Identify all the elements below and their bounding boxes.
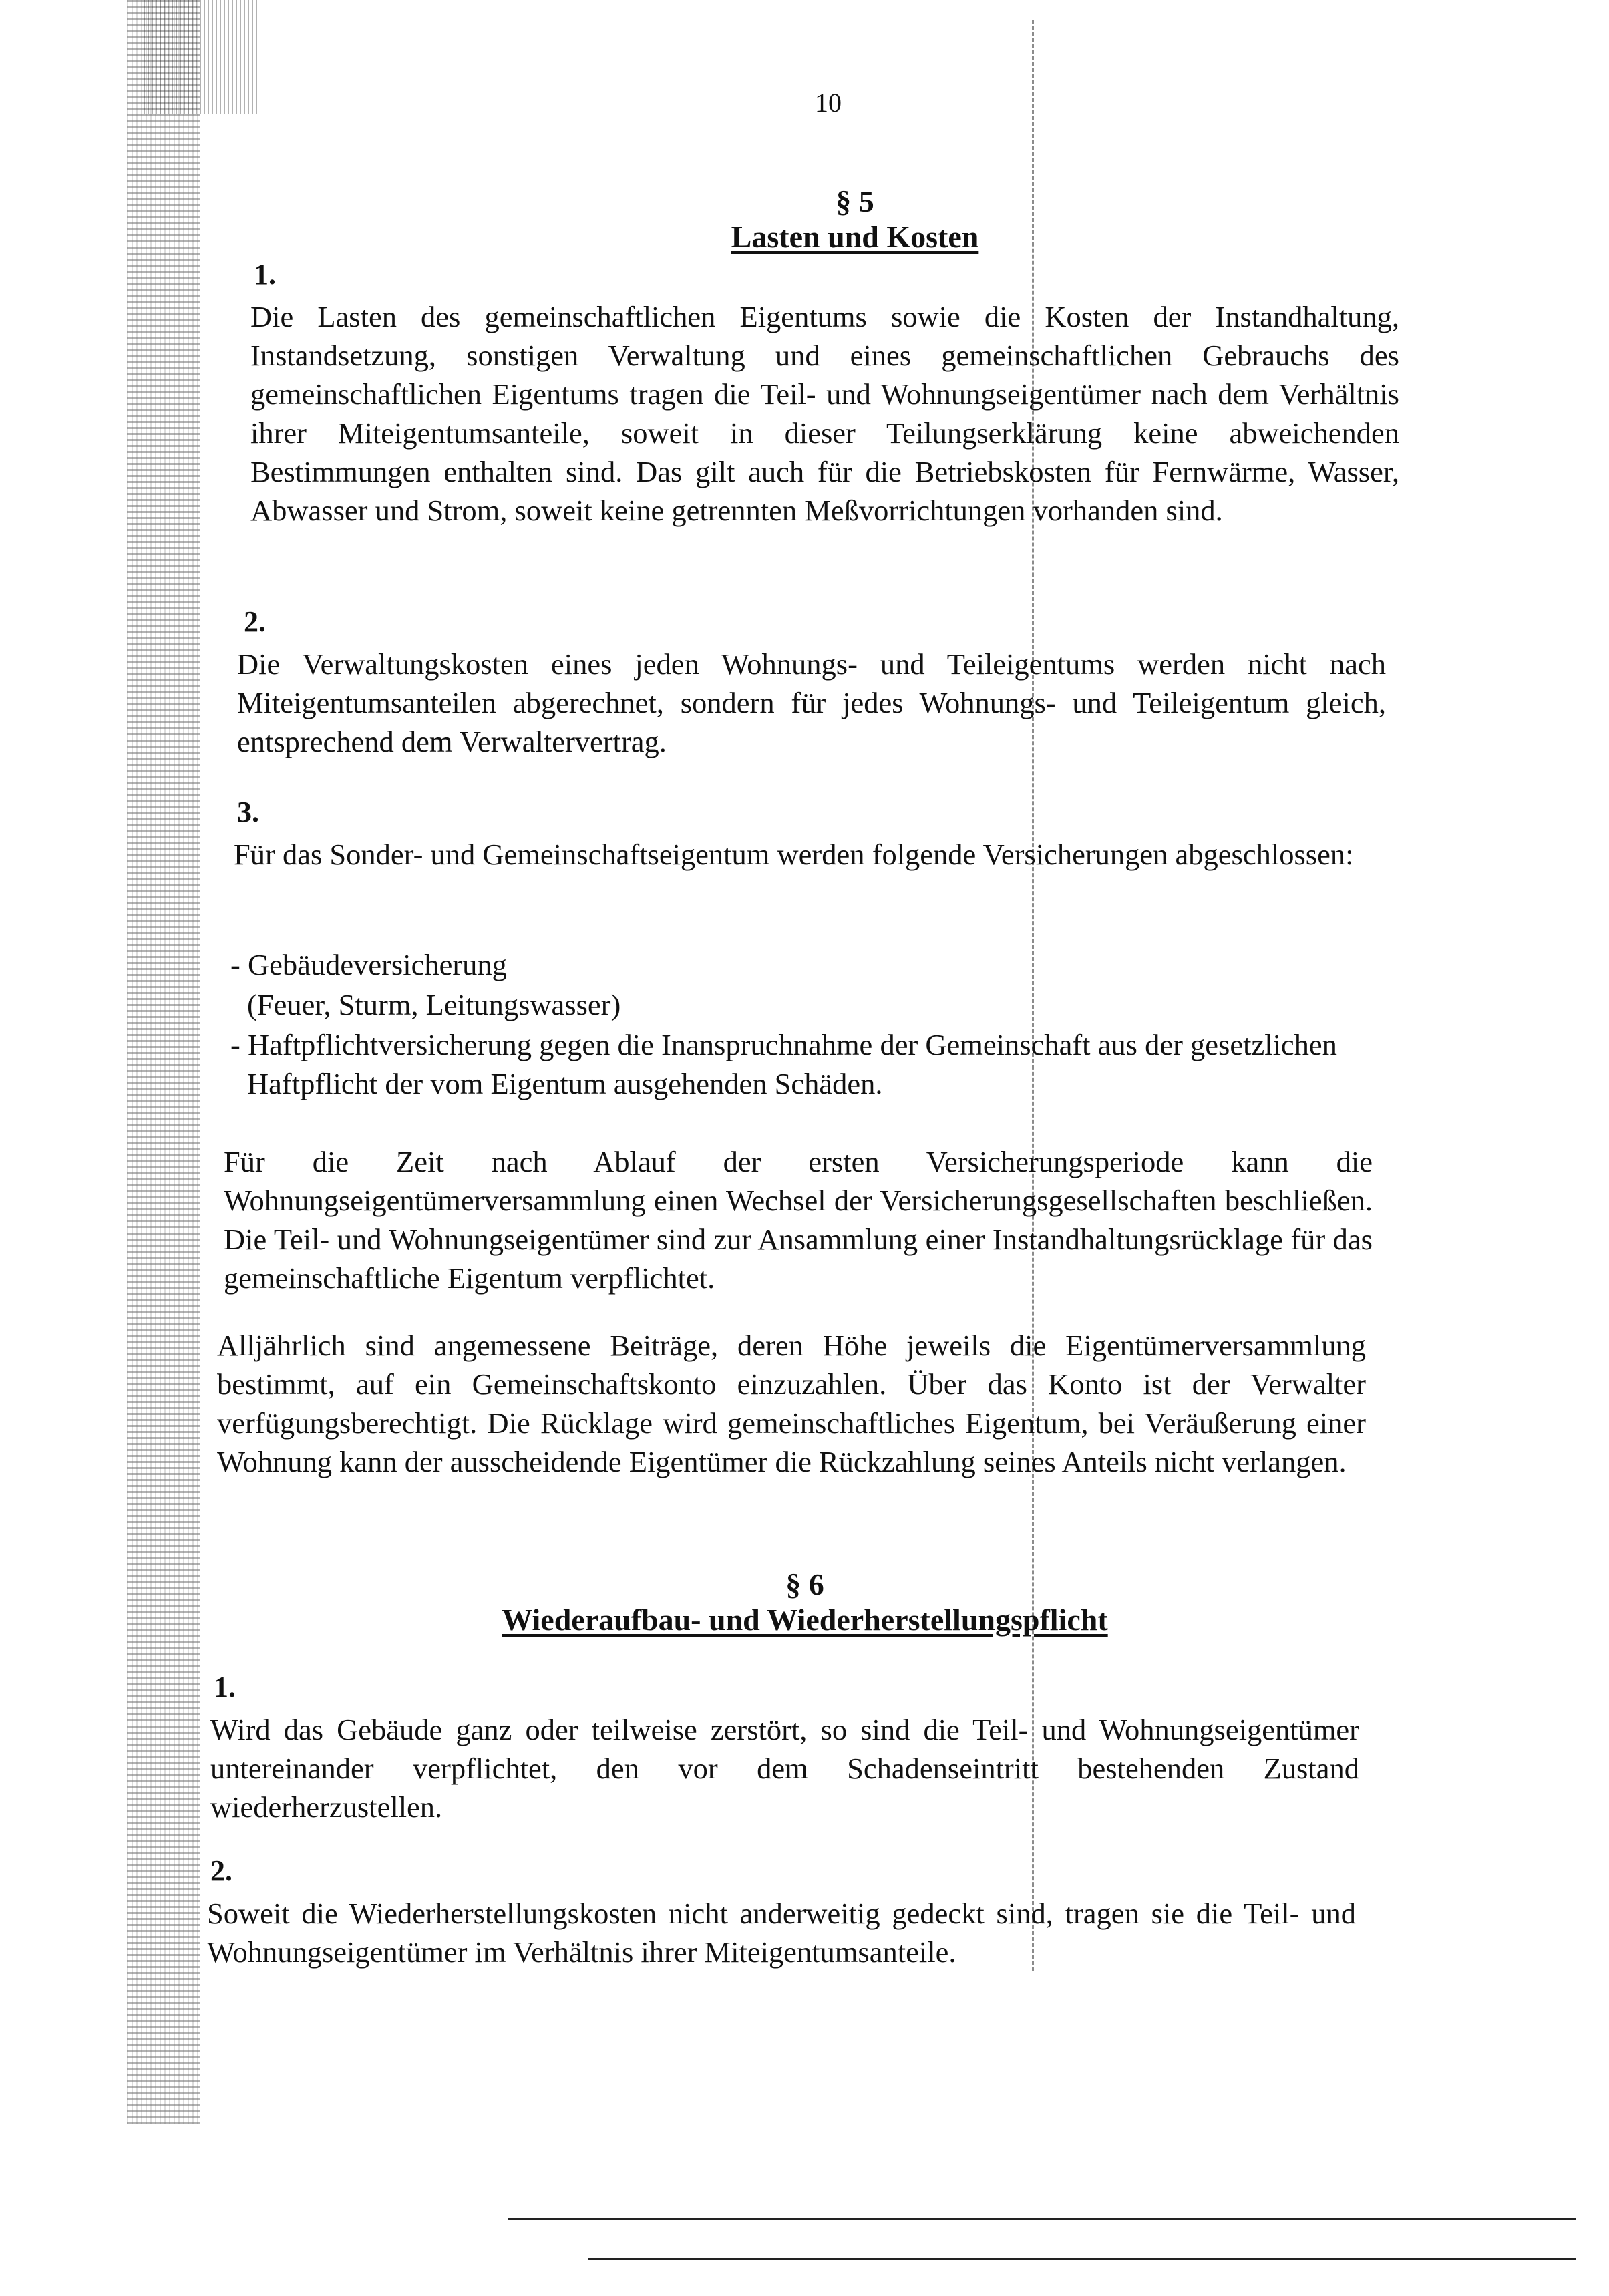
- section-5-item-1-number: 1.: [254, 258, 276, 291]
- section-6-item-1-text: Wird das Gebäude ganz oder teilweise zerstört, so sind die Teil- und Wohnungseigentümer untereinander verpflichtet, den vor dem Schadenseintritt bestehenden Zustand wiederherzustellen.: [210, 1713, 1359, 1824]
- section-5-item-3-number: 3.: [237, 796, 259, 828]
- section-5-heading: [695, 184, 1015, 255]
- section-5-item-1-text: Die Lasten des gemeinschaftlichen Eigentums sowie die Kosten der Instandhaltung, Instandsetzung, sonstigen Verwaltung und eines gemeinschaftlichen Gebrauchs des gemeinschaftlichen Eigentums tragen die Teil- und Wohnungseigentümer nach dem Verhältnis ihrer Miteigentumsanteile, soweit in dieser Teilungserklärung keine abweichenden Bestimmungen enthalten sind. Das gilt auch für die Betriebskosten für Fernwärme, Wasser, Abwasser und Strom, soweit keine getrennten Meßvorrichtungen vorhanden sind.: [250, 300, 1399, 527]
- section-5-item-2-number: 2.: [244, 605, 266, 638]
- page-number: 10: [815, 88, 842, 118]
- section-6-item-2-text: Soweit die Wiederherstellungskosten nicht anderweitig gedeckt sind, tragen sie die Teil- und Wohnungseigentümer im Verhältnis ihrer Miteigentumsanteile.: [207, 1897, 1356, 1969]
- section-6-title: Wiederaufbau- und Wiederherstellungspflicht: [502, 1603, 1108, 1637]
- section-6-symbol: § 6: [785, 1567, 824, 1601]
- section-6-item-2-number: 2.: [210, 1854, 232, 1887]
- section-5-item-3-paragraph-2: Alljährlich sind angemessene Beiträge, deren Höhe jeweils die Eigentümerversammlung bestimmt, auf ein Gemeinschaftskonto einzuzahlen. Über das Konto ist der Verwalter verfügungsberechtigt. Die Rücklage wird gemeinschaftliches Eigentum, bei Veräußerung einer Wohnung kann der ausscheidende Eigentümer die Rückzahlung seines Anteils nicht verlangen.: [217, 1329, 1366, 1478]
- scan-edge-artifact: [127, 0, 200, 2124]
- section-5-item-3-intro: Für das Sonder- und Gemeinschaftseigentum werden folgende Versicherungen abgeschlossen:: [234, 838, 1354, 871]
- insurance-list-item-building-detail: (Feuer, Sturm, Leitungswasser): [247, 988, 621, 1021]
- section-5-title: Lasten und Kosten: [731, 220, 979, 254]
- insurance-list-item-liability: - Haftpflichtversicherung gegen die Inanspruchnahme der Gemeinschaft aus der gesetzlichen Haftpflicht der vom Eigentum ausgehenden Schäden.: [230, 1028, 1337, 1100]
- footer-rule-upper: [508, 2218, 1576, 2220]
- section-5-symbol: § 5: [836, 184, 874, 218]
- section-6-heading: [461, 1567, 1149, 1637]
- section-6-item-1-number: 1.: [214, 1671, 236, 1703]
- scan-corner-artifact: [144, 0, 257, 114]
- section-5-item-3-paragraph-1: Für die Zeit nach Ablauf der ersten Versicherungsperiode kann die Wohnungseigentümerversammlung einen Wechsel der Versicherungsgesellschaften beschließen. Die Teil- und Wohnungseigentümer sind zur Ansammlung einer Instandhaltungsrücklage für das gemeinschaftliche Eigentum verpflichtet.: [224, 1145, 1373, 1295]
- footer-rule-lower: [588, 2258, 1576, 2260]
- section-5-item-2-text: Die Verwaltungskosten eines jeden Wohnungs- und Teileigentums werden nicht nach Miteigentumsanteilen abgerechnet, sondern für jedes Wohnungs- und Teileigentum gleich, entsprechend dem Verwaltervertrag.: [237, 647, 1386, 758]
- insurance-list-item-building: - Gebäudeversicherung: [230, 948, 507, 981]
